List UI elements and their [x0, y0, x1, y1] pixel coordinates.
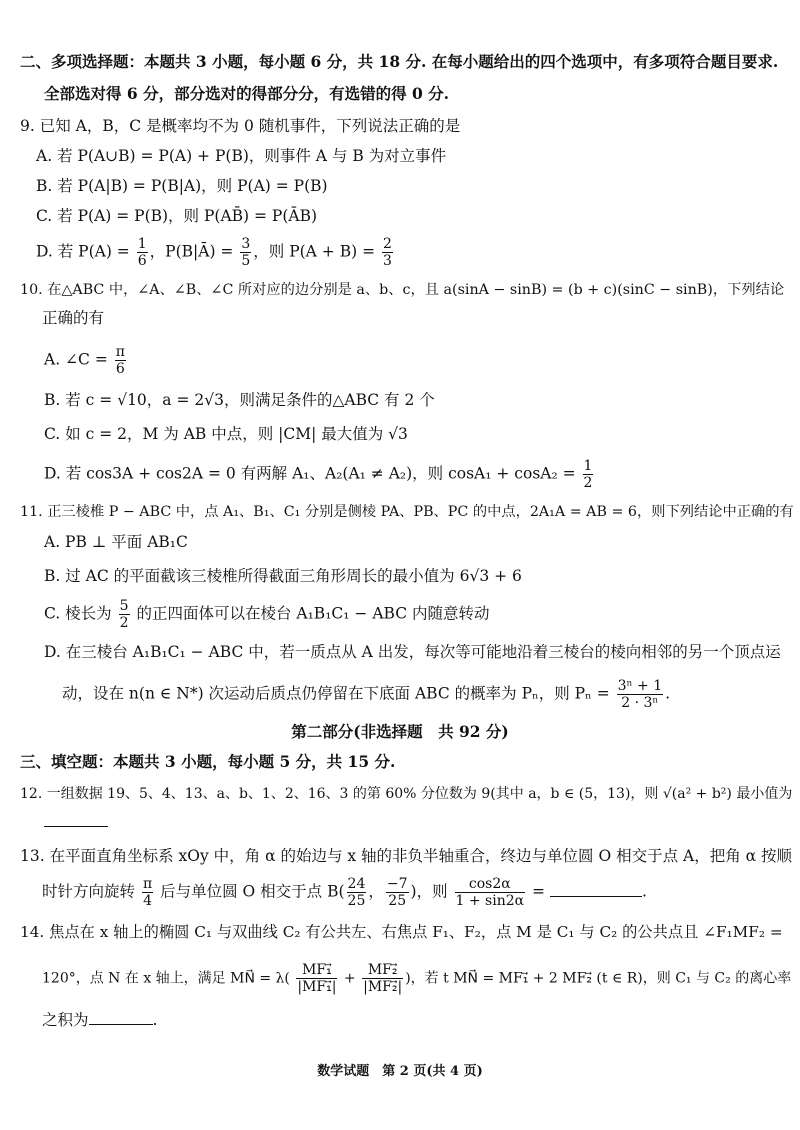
page-footer: 数学试题 第 2 页(共 4 页) — [317, 1064, 483, 1079]
q14-fraction-1: $\frac{\text{MF₁⃗}}{\text{|MF₁⃗|}}$ — [297, 962, 337, 995]
q14-stem-line1: 14. 焦点在 x 轴上的椭圆 C₁ 与双曲线 C₂ 有公共左、右焦点 F₁、F₂，点 M 是 C₁ 与 C₂ 的公共点且 ∠F₁MF₂ = — [20, 923, 783, 941]
q11-option-d-line1: D. 在三棱台 A₁B₁C₁ − ABC 中，若一质点从 A 出发，每次等可能地沿着三棱台的棱向相邻的另一个顶点运 — [44, 643, 781, 661]
q13-fraction-x: $\frac{24}{25}$ — [347, 876, 366, 909]
section2-heading-line1: 二、多项选择题：本题共 3 小题，每小题 6 分，共 18 分. 在每小题给出的四个选项中，有多项符合题目要求. — [20, 52, 779, 71]
q9-d-fraction-2: $\frac{3}{5}$ — [241, 236, 251, 269]
section3-heading: 三、填空题：本题共 3 小题，每小题 5 分，共 15 分. — [20, 752, 396, 771]
q11-d-fraction: $\frac{\text{3ⁿ + 1}}{\text{2 · 3ⁿ}}$ — [617, 678, 663, 711]
q10-stem-line2: 正确的有 — [42, 309, 105, 327]
q11-option-d-line2: 动，设在 n(n ∈ N*) 次运动后质点仍停留在下底面 ABC 的概率为 Pₙ，则 Pₙ = $\frac{\text{3ⁿ + 1}}{\text{2 · 3ⁿ}}$ . — [62, 678, 671, 711]
part2-title: 第二部分(非选择题 共 92 分) — [291, 722, 509, 741]
q14-fraction-2: $\frac{\text{MF₂⃗}}{\text{|MF₂⃗|}}$ — [363, 962, 403, 995]
q11-option-c: C. 棱长为 $\frac{5}{2}$ 的正四面体可以在棱台 A₁B₁C₁ − ABC 内随意转动 — [44, 598, 490, 631]
q14-stem-line3: 之积为 . — [42, 1011, 158, 1029]
q13-fraction-y: $\frac{-7}{25}$ — [386, 876, 408, 909]
q10-option-b: B. 若 c = √10，a = 2√3，则满足条件的△ABC 有 2 个 — [44, 391, 435, 409]
q13-stem-line2: 时针方向旋转 $\frac{\pi}{4}$ 后与单位圆 O 相交于点 B( $\frac{24}{25}$ ， $\frac{-7}{25}$ )，则 $\frac{\cos 2\alpha}{1 + \sin 2\alpha}$ = . — [42, 876, 647, 909]
q10-option-c: C. 如 c = 2，M 为 AB 中点，则 |CM| 最大值为 √3 — [44, 425, 408, 443]
q10-stem-line1: 10. 在△ABC 中，∠A、∠B、∠C 所对应的边分别是 a、b、c，且 a(sinA − sinB) = (b + c)(sinC − sinB)，下列结论 — [20, 282, 785, 298]
q9-option-c: C. 若 P(A) = P(B)，则 P(AB̄) = P(ĀB) — [36, 207, 318, 225]
q11-stem: 11. 正三棱椎 P − ABC 中，点 A₁、B₁、C₁ 分别是侧棱 PA、PB、PC 的中点，2A₁A = AB = 6，则下列结论中正确的有 — [20, 504, 794, 520]
q9-option-b: B. 若 P(A|B) = P(B|A)，则 P(A) = P(B) — [36, 177, 328, 195]
q10-d-fraction: $\frac{1}{2}$ — [583, 458, 593, 491]
q13-fraction-pi4: $\frac{\pi}{4}$ — [142, 876, 153, 909]
q13-fraction-expr: $\frac{\cos 2\alpha}{1 + \sin 2\alpha}$ — [455, 876, 525, 909]
q10-a-fraction: $\frac{\pi}{6}$ — [115, 344, 125, 377]
q9-d-fraction-3: $\frac{2}{3}$ — [383, 236, 392, 269]
q9-d-fraction-1: $\frac{1}{6}$ — [137, 236, 147, 269]
section2-heading-line2: 全部选对得 6 分，部分选对的得部分分，有选错的得 0 分. — [44, 84, 450, 103]
q9-stem: 9. 已知 A，B，C 是概率均不为 0 随机事件，下列说法正确的是 — [20, 117, 461, 135]
q10-option-a: A. ∠C = $\frac{\pi}{6}$ — [44, 344, 125, 377]
q13-stem-line1: 13. 在平面直角坐标系 xOy 中，角 α 的始边与 x 轴的非负半轴重合，终边与单位圆 O 相交于点 A，把角 α 按顺 — [20, 847, 793, 865]
q9-option-a: A. 若 P(A∪B) = P(A) + P(B)，则事件 A 与 B 为对立事件 — [36, 147, 447, 165]
q11-option-b: B. 过 AC 的平面截该三棱椎所得截面三角形周长的最小值为 6√3 + 6 — [44, 567, 522, 585]
q14-answer-blank — [89, 1010, 153, 1025]
q13-answer-blank — [550, 882, 642, 897]
q10-option-d: D. 若 cos3A + cos2A = 0 有两解 A₁、A₂(A₁ ≠ A₂)，则 cosA₁ + cosA₂ = $\frac{1}{2}$ — [44, 458, 593, 491]
q11-option-a: A. PB ⊥ 平面 AB₁C — [44, 533, 188, 551]
q12-answer-blank — [44, 812, 108, 832]
q14-stem-line2: 120°，点 N 在 x 轴上，满足 MN⃗ = λ( $\frac{\text{MF₁⃗}}{\text{|MF₁⃗|}}$ + $\frac{\text{MF₂⃗}}{\text{|MF₂⃗|}}$ )，若 t MN⃗ = MF₁⃗ + 2 MF₂⃗ (t ∈ R)，则 C₁ 与 C₂ 的离心率 — [42, 962, 792, 995]
q9-option-d: D. 若 P(A) = $\frac{1}{6}$ ，P(B|Ā) = $\frac{3}{5}$ ，则 P(A + B) = $\frac{2}{3}$ — [36, 236, 392, 269]
q12-stem: 12. 一组数据 19、5、4、13、a、b、1、2、16、3 的第 60% 分位数为 9(其中 a，b ∈ (5，13)，则 √(a² + b²) 最小值为 — [20, 786, 793, 802]
q11-c-fraction: $\frac{5}{2}$ — [119, 598, 129, 631]
